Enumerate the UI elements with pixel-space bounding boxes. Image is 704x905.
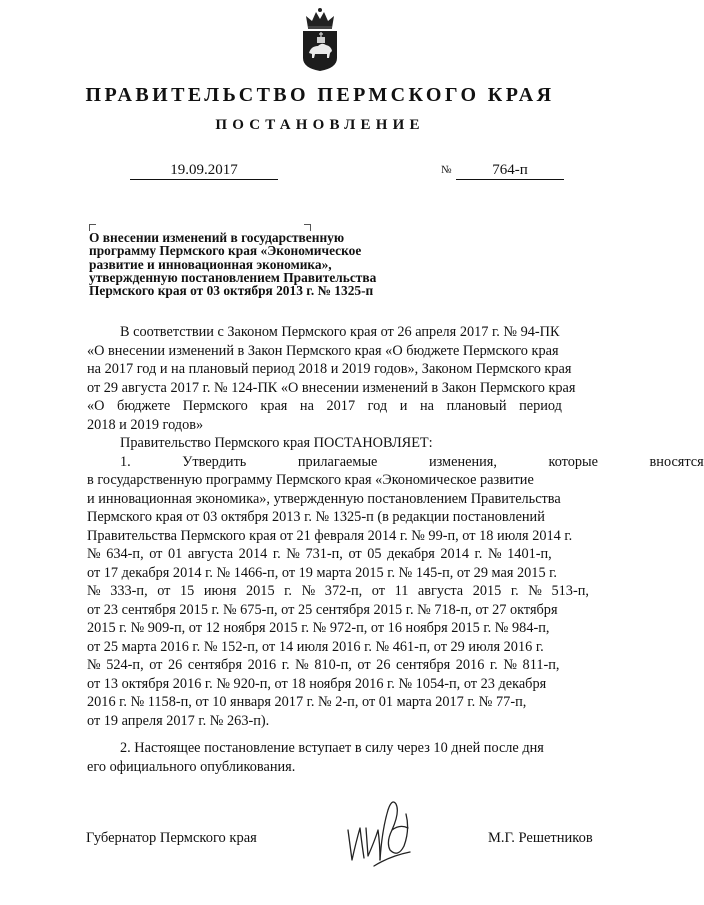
body-line: от 23 сентября 2015 г. № 675-п, от 25 сентября 2015 г. № 718-п, от 27 октября	[87, 601, 558, 618]
body-line: Правительства Пермского края от 21 февраля 2014 г. № 99-п, от 18 июля 2014 г.	[87, 527, 573, 544]
body-line: «О бюджете Пермского края на 2017 год и на плановый период	[87, 398, 562, 414]
coat-of-arms-icon	[299, 6, 341, 72]
body-line: 1. Утвердить прилагаемые изменения, которые вносятся	[120, 453, 704, 470]
document-type: ПОСТАНОВЛЕНИЕ	[215, 117, 425, 133]
document-number: 764-п	[456, 161, 564, 180]
body-line: 2015 г. № 909-п, от 12 ноября 2015 г. № 972-п, от 16 ноября 2015 г. № 984-п,	[87, 620, 550, 636]
body-line: № 634-п, от 01 августа 2014 г. № 731-п, от 05 декабря 2014 г. № 1401-п,	[87, 546, 552, 562]
body-line: его официального опубликования.	[87, 758, 296, 775]
document-body	[87, 323, 704, 776]
subject-line: О внесении изменений в государственную	[89, 230, 345, 245]
body-line: № 524-п, от 26 сентября 2016 г. № 810-п, от 26 сентября 2016 г. № 811-п,	[87, 657, 560, 673]
body-line: 2016 г. № 1158-п, от 10 января 2017 г. № 2-п, от 01 марта 2017 г. № 77-п,	[87, 694, 527, 710]
body-line: от 25 марта 2016 г. № 152-п, от 14 июля 2016 г. № 461-п, от 29 июля 2016 г.	[87, 638, 544, 655]
government-name: ПРАВИТЕЛЬСТВО ПЕРМСКОГО КРАЯ	[85, 84, 555, 106]
body-line: В соответствии с Законом Пермского края от 26 апреля 2017 г. № 94-ПК	[120, 324, 560, 340]
handwritten-signature-icon	[330, 790, 430, 872]
body-line: в государственную программу Пермского края «Экономическое развитие	[87, 472, 534, 488]
body-line: № 333-п, от 15 июня 2015 г. № 372-п, от 11 августа 2015 г. № 513-п,	[87, 583, 589, 599]
body-line: от 17 декабря 2014 г. № 1466-п, от 19 марта 2015 г. № 145-п, от 29 мая 2015 г.	[87, 564, 557, 581]
subject-line: программу Пермского края «Экономическое	[89, 243, 362, 259]
subject-line: развитие и инновационная экономика»,	[89, 256, 332, 272]
signatory-name: М.Г. Решетников	[488, 830, 593, 846]
document-date: 19.09.2017	[130, 161, 278, 180]
body-line: от 29 августа 2017 г. № 124-ПК «О внесении изменений в Закон Пермского края	[87, 379, 576, 396]
body-line: «О внесении изменений в Закон Пермского края «О бюджете Пермского края	[87, 342, 559, 359]
body-line: Правительство Пермского края ПОСТАНОВЛЯЕТ:	[120, 435, 433, 451]
subject-line: утвержденную постановлением Правительства	[89, 269, 377, 285]
body-line: от 19 апреля 2017 г. № 263-п).	[87, 712, 270, 729]
subject-line: Пермского края от 03 октября 2013 г. № 1325-п	[89, 283, 374, 299]
number-sign: №	[441, 164, 452, 176]
body-line: от 13 октября 2016 г. № 920-п, от 18 ноября 2016 г. № 1054-п, от 23 декабря	[87, 675, 547, 692]
body-line: и инновационная экономика», утвержденную постановлением Правительства	[87, 490, 561, 507]
body-line: на 2017 год и на плановый период 2018 и 2019 годов», Законом Пермского края	[87, 361, 572, 377]
body-line: Пермского края от 03 октября 2013 г. № 1325-п (в редакции постановлений	[87, 509, 545, 525]
body-line: 2018 и 2019 годов»	[87, 416, 204, 433]
document-subject	[89, 231, 419, 297]
body-line: 2. Настоящее постановление вступает в силу через 10 дней после дня	[120, 740, 544, 756]
signatory-title: Губернатор Пермского края	[86, 830, 257, 846]
